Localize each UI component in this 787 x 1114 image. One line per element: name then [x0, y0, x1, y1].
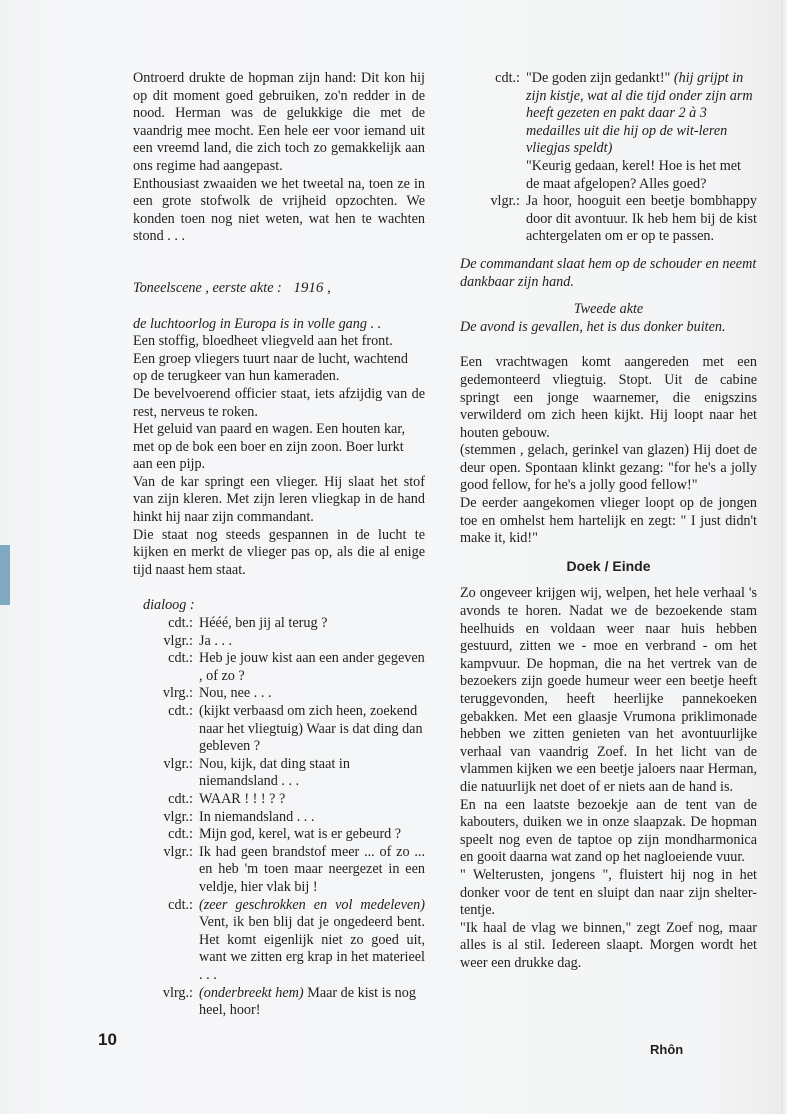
- dialog-text: [199, 897, 425, 985]
- end-title: Doek / Einde: [566, 557, 651, 574]
- dialog-text: Ja . . .: [199, 632, 233, 649]
- speaker: cdt.:: [168, 703, 193, 719]
- dialog-line: [460, 193, 757, 246]
- dialog-text: Nou, nee . . .: [199, 685, 272, 702]
- dialog-left: [133, 615, 425, 1020]
- dialog-line: [133, 791, 425, 809]
- right-column: [460, 70, 757, 973]
- dialog-line: [133, 756, 425, 791]
- speaker: vlrg.:: [162, 685, 193, 702]
- dialog-text-body: Maar de kist is nog heel, hoor!: [199, 984, 416, 1019]
- speaker: vlgr.:: [163, 632, 193, 649]
- dialog-line: [133, 844, 425, 897]
- speaker: cdt.:: [168, 826, 193, 843]
- dialog-label: dialoog :: [143, 597, 195, 614]
- speaker: vlgr.:: [163, 843, 193, 860]
- scene-subtitle: de luchtoorlog in Europa is in volle gang . .: [133, 315, 382, 332]
- dialog-text: Mijn god, kerel, wat is er gebeurd ?: [199, 826, 402, 843]
- speaker: cdt.:: [168, 650, 193, 667]
- speaker: vlgr.:: [163, 755, 193, 772]
- dialog-line: [133, 826, 425, 844]
- stage-note: (hij grijpt in zijn kistje, wat al die tijd onder zijn arm heeft gezeten en pakt daar 2 à 3 medailles uit die hij op de wit-leren vliegjas speldt): [526, 70, 753, 157]
- dialog-text: Ik had geen brandstof meer ... of zo ... en heb 'm toen maar neergezet in een veldje, hier vlak bij !: [199, 843, 425, 895]
- scene-heading: [133, 280, 425, 298]
- speaker: vlgr.:: [490, 193, 520, 210]
- scene-line-3: De bevelvoerend officier staat, iets afzijdig van de rest, nerveus te roken.: [133, 385, 425, 420]
- stage-direction: De commandant slaat hem op de schouder en neemt dankbaar zijn hand.: [460, 255, 757, 290]
- ending-paragraph-4: "Ik haal de vlag we binnen," zegt Zoef nog, maar alles is al stil. Iedereen slaapt. Morgen wordt het weer een drukke dag.: [460, 919, 757, 971]
- dialog-line: [133, 685, 425, 703]
- ending-paragraph-2: En na een laatste bezoekje aan de tent van de kabouters, duiken we in onze slaapzak. De hopman speelt nog even de taptoe op zijn mondharmonica en gooit daarna wat zand op het nagloeiende vuur.: [460, 796, 757, 866]
- scene-title: Toneelscene , eerste akte :: [133, 279, 282, 296]
- act2-title: Tweede akte: [573, 301, 644, 318]
- dialog-text: Heb je jouw kist aan een ander gegeven , of zo ?: [199, 650, 425, 684]
- dialog-text: Ja hoor, hooguit een beetje bombhappy door dit avontuur. Ik heb hem bij de kist achtergelaten om er op te passen.: [526, 193, 757, 245]
- scene-line-6: Die staat nog steeds gespannen in de lucht te kijken en merkt de vlieger pas op, als die al enige tijd naast hem staat.: [133, 526, 425, 578]
- stage-note: (onderbreekt hem): [199, 984, 304, 1001]
- dialog-text-body-2: "Keurig gedaan, kerel! Hoe is het met de maat afgelopen? Alles goed?: [526, 157, 741, 192]
- stage-note: (zeer geschrokken en vol medeleven): [199, 896, 425, 913]
- speaker: cdt.:: [168, 896, 193, 913]
- dialog-text: [199, 985, 425, 1020]
- speaker: vlgr.:: [163, 808, 193, 825]
- author-signature: Rhôn: [650, 1042, 684, 1057]
- dialog-line: [133, 703, 425, 756]
- left-column: [133, 70, 425, 1020]
- act2-subtitle: De avond is gevallen, het is dus donker buiten.: [460, 318, 726, 335]
- dialog-line: [133, 633, 425, 651]
- scene-line-1: Een stoffig, bloedheet vliegveld aan het front.: [133, 333, 393, 350]
- ending-paragraph-3: " Welterusten, jongens ", fluistert hij nog in het donker voor de tent en sluipt dan naar zijn shelter-tentje.: [460, 866, 757, 919]
- page-number: 10: [98, 1030, 117, 1049]
- dialog-line: [460, 70, 757, 193]
- speaker: cdt.:: [495, 70, 520, 86]
- scene-line-2: Een groep vliegers tuurt naar de lucht, wachtend op de terugkeer van hun kameraden.: [133, 350, 408, 385]
- dialog-line: [133, 615, 425, 633]
- dialog-text: WAAR ! ! ! ? ?: [199, 790, 286, 807]
- dialog-line: [133, 985, 425, 1020]
- dialog-line: [133, 809, 425, 827]
- ending-paragraph-1: Zo ongeveer krijgen wij, welpen, het hele verhaal 's avonds te horen. Nadat we de bezoekende stam heelhuids en voldaan weer naar huis hebben gestuurd, zitten we - moe en verbrand - om het kampvuur. De hopman, die na het vertrek van de bezoekers zijn goede humeur weer een beetje heeft teruggevonden, heeft heerlijke pannekoeken gebakken. Met een glaasje Vrumona priklimonade hebben we zitten genieten van het avontuurlijke verhaal van vaandrig Zoef. In het licht van de vlammen kijken we een beetje jaloers naar Herman, die natuurlijk net doet of er niets aan de hand is.: [460, 585, 757, 795]
- dialog-text: [526, 70, 757, 193]
- intro-paragraph-2: Enthousiast zwaaiden we het tweetal na, toen ze in een grote stofwolk de vrijheid opzochten. We konden toen nog niet weten, wat hen te wachten stond . . .: [133, 175, 425, 245]
- blue-tab-marker: [0, 545, 10, 605]
- act2-paragraph-1: Een vrachtwagen komt aangereden met een gedemonteerd vliegtuig. Stopt. Uit de cabine springt een jonge waarnemer, die enigszins verwilderd om zich heen kijkt. Hij loopt naar het houten gebouw.: [460, 354, 757, 441]
- dialog-text: In niemandsland . . .: [199, 808, 315, 825]
- dialog-text-body: Vent, ik ben blij dat je ongedeerd bent. Het komt eigenlijk niet zo goed uit, want we zitten erg krap in het materieel . . .: [199, 914, 425, 983]
- scene-year: 1916 ,: [293, 279, 331, 296]
- act2-paragraph-2: (stemmen , gelach, gerinkel van glazen) Hij doet de deur open. Spontaan klinkt gezang: "for he's a jolly good fellow, for he's a jolly good fellow!": [460, 442, 757, 494]
- speaker: cdt.:: [168, 615, 193, 632]
- speaker: vlrg.:: [162, 984, 193, 1001]
- intro-paragraph-1: Ontroerd drukte de hopman zijn hand: Dit kon hij op dit moment goed gebruiken, zo'n redder in de nood. Herman was de gelukkige die met de vaandrig mee mocht. Een hele eer voor iemand uit een vreemd land, die zich toch zo gemakkelijk aan ons regime had aangepast.: [133, 70, 425, 174]
- dialog-text-body: "De goden zijn gedankt!": [526, 70, 671, 86]
- scene-line-5: Van de kar springt een vlieger. Hij slaat het stof van zijn kleren. Met zijn leren vliegkap in de hand hinkt hij naar zijn commandant.: [133, 473, 425, 526]
- dialog-line: [133, 897, 425, 985]
- page-edge-shadow: [781, 0, 787, 1114]
- scene-line-4: Het geluid van paard en wagen. Een houten kar, met op de bok een boer en zijn zoon. Boer lurkt aan een pijp.: [133, 421, 406, 473]
- speaker: cdt.:: [168, 790, 193, 807]
- act2-paragraph-3: De eerder aangekomen vlieger loopt op de jongen toe en omhelst hem hartelijk en zegt: " I just didn't make it, kid!": [460, 495, 757, 547]
- dialog-text: Hééé, ben jij al terug ?: [199, 615, 328, 632]
- dialog-line: [133, 650, 425, 685]
- dialog-text: Nou, kijk, dat ding staat in niemandsland . . .: [199, 755, 350, 790]
- dialog-text: (kijkt verbaasd om zich heen, zoekend naar het vliegtuig) Waar is dat ding dan gebleven ?: [199, 703, 423, 755]
